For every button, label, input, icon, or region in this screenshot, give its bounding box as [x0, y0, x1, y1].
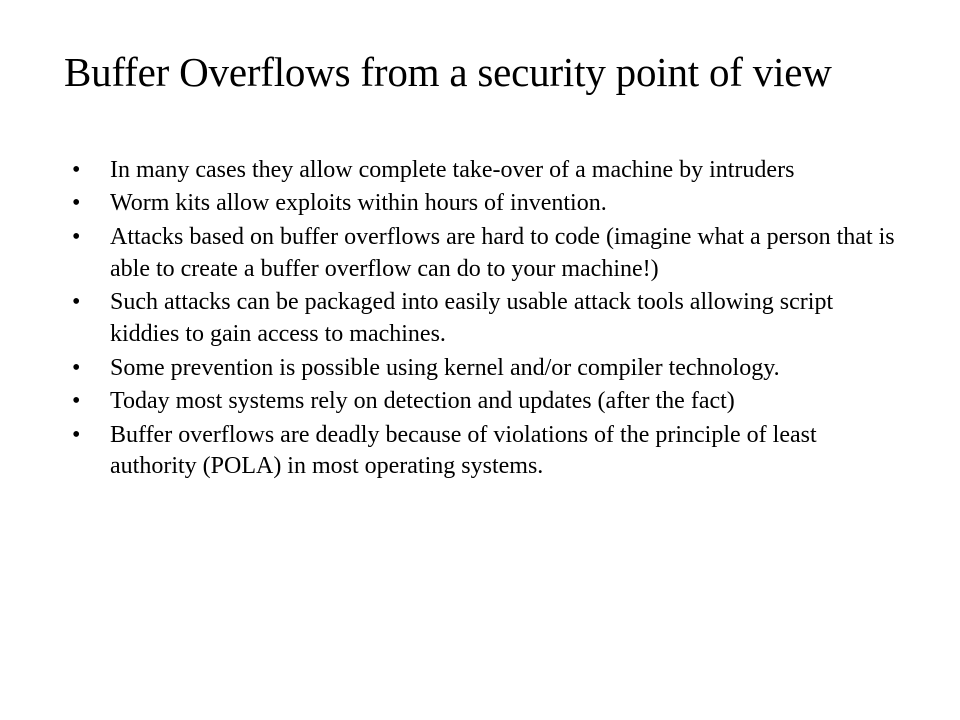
bullet-text: Buffer overflows are deadly because of violations of the principle of least authority (POLA) in most operating systems.: [110, 421, 817, 480]
bullet-text: Attacks based on buffer overflows are hard to code (imagine what a person that is able to create a buffer overflow can do to your machine!): [110, 223, 895, 282]
bullet-item: [0, 287, 900, 351]
bullet-text: Today most systems rely on detection and updates (after the fact): [110, 388, 735, 415]
bullet-item: [0, 353, 900, 385]
bullet-item: [0, 420, 900, 484]
bullet-item: [0, 155, 900, 187]
bullet-dot: •: [72, 190, 81, 217]
bullet-dot: •: [72, 388, 81, 415]
bullet-text: Such attacks can be packaged into easily usable attack tools allowing script kiddies to gain access to machines.: [110, 289, 834, 348]
bullet-text: Worm kits allow exploits within hours of invention.: [110, 190, 607, 217]
bullet-dot: •: [72, 354, 81, 381]
bullet-list: [0, 155, 900, 485]
bullet-dot: •: [72, 157, 81, 183]
bullet-item: [0, 222, 900, 286]
bullet-dot: •: [72, 421, 81, 448]
slide-title: Buffer Overflows from a security point of view: [64, 49, 832, 95]
bullet-text: Some prevention is possible using kernel and/or compiler technology.: [110, 354, 780, 381]
bullet-dot: •: [72, 289, 81, 316]
bullet-text: In many cases they allow complete take-over of a machine by intruders: [110, 157, 795, 183]
bullet-item: [0, 188, 900, 220]
bullet-item: [0, 386, 900, 418]
bullet-dot: •: [72, 223, 81, 250]
